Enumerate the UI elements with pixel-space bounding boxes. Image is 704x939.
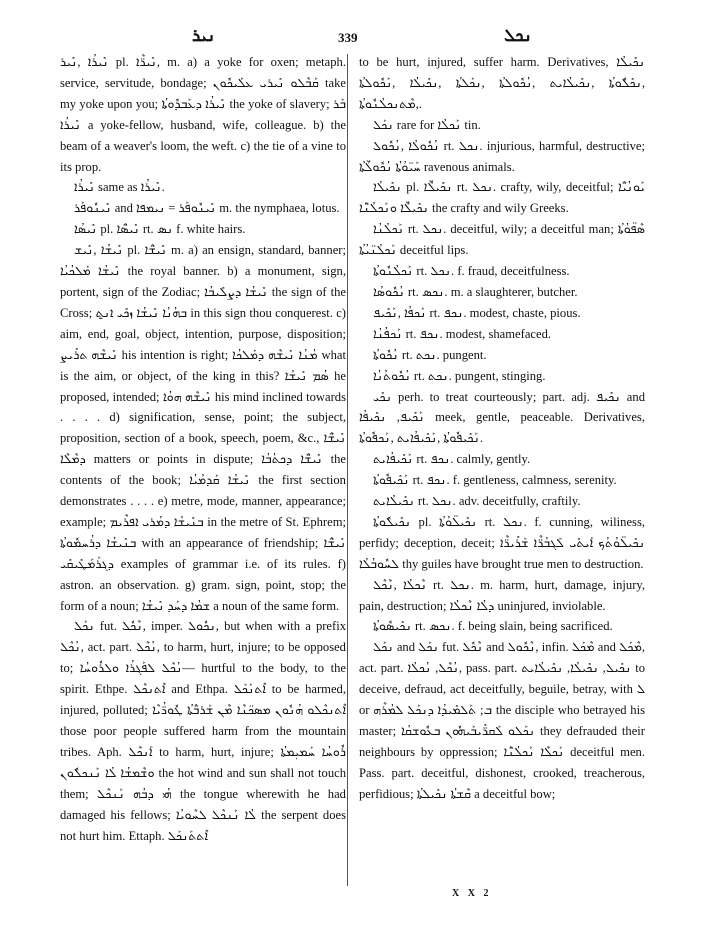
left-column [60, 52, 346, 846]
dictionary-entry: ܢܰܟܦܳܐ ,ܢܰܟܺܝܦ rt. ܢܟܦ. modest, chaste, pious. [373, 305, 581, 320]
left-running-headword: ܢܝܪ [192, 26, 216, 45]
dictionary-entry: ܢܺܝܪܳܐ ,ܢܺܝܪ pl. ܢܺܝܪ̈ܶܐ, m. a) a yoke for oxen; metaph. service, servitude, bondage; ܩܰܒܶܠܘ ܢܺܝܪܝ ܥܠܰܝܟܽܘܢ take my yoke upon you; ܢܺܝܪܳܐ ܕܥܰܒܕܽܘܬܳܐ the yoke of slavery; ܒܰܪ ܢܺܝܪܳܐ a yoke-fellow, husband, wife, colleague. b) the beam of a weaver's loom, the weft. c) the tie of a vine to its prop. [60, 55, 347, 174]
dictionary-entry: ܢܟܰܠ rare for ܢܰܟܠܳܐ tin. [373, 117, 481, 132]
dictionary-entry: ܢܟܺܝܣܽܘܬܳܐ rt. ܢܟܣ. f. being slain, being sacrificed. [373, 619, 613, 634]
dictionary-entry: ܢܳܟܽܘܬܳܐ rt. ܢܟܬ. pungent. [373, 347, 487, 362]
dictionary-entry: ܢܺܝܢܽܘܦܰܪ and ܢܺܝܢܽܘܦܰܪ = ܢܝܡܦܐ m. the nymphaea, lotus. [74, 201, 340, 216]
dictionary-entry: ܢܟܰܠ fut. ܢܶܟܽܠ, imper. ܢܟܽܘܠ, but when with a prefix ܢܳܟܶܠ, act. part. ܢܳܟܶܠ, to harm, hurt, injure; to be opposed to; ܢܳܟܶܠ ܠܦܰܓܪܳܐ ܘܠܪܽܘܚܳܐ— hurtful to the body, to the spirit. Ethpe. ܐܶܬܢܟܶܠ and Ethpa. ܐܶܬܢܰܟܰܠ to be harmed, injured, polluted; ܐܶܬܢܟܶܠܘ ܗܳܢܽܘܢ ܡܣܟ̈ܢܶܐ ܡܶܢ ܫܰܪܒ̈ܳܬܳܐ ܛܽܘܪ̈ܳܝܶܐ those poor people suffered harm from the mountain tribes. Aph. ܐܰܢܟܶܠ to harm, hurt, injure; ܪܽܘܚܳܐ ܚܰܡܝܼܡܬܳܐ ܘܫܶܡܫܳܐ ܠܳܐ ܢܰܢܟܠܽܘܢ the hot wind and sun shall not touch them; ܗܳܝ ܕܒܳܗ ܢܰܢܟܶܠ the tongue wherewith he had damaged his fellows; ܠܳܐ ܢܰܢܟܶܠ ܠܚܶܘܝܳܐ the serpent does not hurt him. Ettaph. ܐܶܬܬܰܢܟܰܠ [60, 619, 347, 843]
dictionary-entry: ܢܟܰܠ and ܢܟܰܠ fut. ܢܶܟܽܠ and ܢܶܟܽܘܠ, infin. ܡܶܟܰܠ and ܡܶܟܰܠ, act. part. ܢܳܟܶܠ, ܢܳܟܠܳܐ, pass. part. ܢܟܺܝܠ, ܢܟܺܝܠܳܐ, ܢܟܺܝܠܳܐܝܬ to deceive, defraud, act deceitfully, beguile, betray, with ܠ or ܒ; ܬܰܠܡܺܝܕܳܐ ܕܢܟܰܠ ܠܡܳܪܶܗ the disciple who betrayed his master; ܢܟܰܠܘ ܠܰܩܪ̈ܺܝܒܰܝܗܽܘܢ ܒܥܽܘܫܩܳܐ they defrauded their neighbours by oppression; ܢܰܟܠܶܐ ܢܰܟܠܳܢ̈ܶܐ deceitful men. Pass. part. deceitful, dishonest, crooked, treacherous, perfidious; ܩܶܫܬܳܐ ܢܟܺܝܠܬܳܐ a deceitful bow; [359, 640, 646, 801]
right-column [359, 52, 645, 805]
dictionary-entry: ܢܺܝܪܳܐ same as ܢܺܝܪܳܐ. [74, 180, 165, 195]
dictionary-entry: ܢܳܟܽܘܣܳܐ rt. ܢܟܣ. m. a slaughterer, butcher. [373, 284, 578, 299]
dictionary-entry: ܢܰܟܺܝܦܽܘܬܳܐ rt. ܢܟܦ. f. gentleness, calmness, serenity. [373, 473, 617, 488]
dictionary-entry: ܢܰܟܺܝܦܳܐܝܬ rt. ܢܟܦ. calmly, gently. [373, 452, 531, 467]
right-running-headword: ܢܟܠ [504, 26, 532, 45]
dictionary-entry: ܢܟܺܝܠܳܐܝܬ rt. ܢܟܠ. adv. deceitfully, craftily. [373, 494, 581, 509]
dictionary-entry: ܢܟܺܝܠܽܘܬܳܐ pl. ܢܟܺܝܠ̈ܘܳܬܳܐ rt. ܢܟܠ. f. cunning, wiliness, perfidy; deception, deceit; ܢܟܺܝܠ̈ܘܳܬܳܟ ܐܰܝܬܺܝ ܠܰܓܒܳܪ̈ܶܐ ܫܰܪܺܝܪ̈ܶܐ ܠܚܽܘܒܳܠܳܐ thy guiles have brought true men to destruction. [359, 514, 645, 571]
dictionary-entry: ܢܺܝܫܳܐ ,ܢܺܝܫ pl. ܢܺܝܫ̈ܶܐ m. a) an ensign, standard, banner; ܢܺܝܫܳܐ ܡܰܠܟܳܝܳܐ the royal banner. b) a monument, sign, portent, sign of the Zodiac; ܢܺܝܫܳܐ ܕܨܠܺܝܒܳܐ the sign of the Cross; ܒܗܳܢܳܐ ܢܺܝܫܳܐ ܙܟܺܝ ܐܢ̱ܬ in this sign thou conquerest. c) aim, end, goal, object, intention, purpose, disposition; ܢܺܝܫܶܗ ܬܪܺܝܨ his intention is right; ܡܳܢܳܐ ܢܺܝܫܶܗ ܕܡܰܠܟܳܐ what is the aim, or object, of the king in this? ܣܳܡ ܢܺܝܫܳܐ he proposed, intended; ܢܺܝܫܶܗ ܗܘܳܐ his mind inclined towards . . . . d) signification, sense, point; the subject, proposition, section of a book, speech, poem, &c., ܢܺܝܫ̈ܶܐ ܕܡܶܠܶܐ matters or points in dispute; ܢܺܝܫ̈ܶܐ ܕܟܬܳܒܳܐ the contents of the book; ܢܺܝܫܳܐ ܩܰܕܡܳܝܳܐ the first section demonstrates . . . . e) metre, mode, manner, appearance; example; ܒܢܺܝܫܳܐ ܕܡܳܪܝ ܐܦܪܶܝܡ in the metre of St. Ephrem; ܒܢܺܝܫܳܐ ܕܪܳܚܡܽܘܬܳܐ with an appearance of friendship; ܢܺܝܫ̈ܶܐ ܕܓܪܰܡܰܛܺܝܩܺܝ examples of grammar i.e. of its rules. f) astron. an observation. g) gram. sign, point, stop; the form of a noun; ܫܡܳܐ ܕܚܰܕ ܢܺܝܫܳܐ a noun of the same form. [60, 243, 347, 613]
page-number: 339 [338, 30, 358, 45]
dictionary-entry: ܢܺܝܣܳܐ pl. ܢܺܝܣ̈ܶܐ rt. ܢܣ f. white hairs. [74, 222, 246, 237]
signature-mark: X X 2 [452, 888, 492, 899]
dictionary-entry: ܢܳܟܽܘܠܳܐ ,ܢܳܟܽܘܠ rt. ܢܟܠ. injurious, harmful, destructive; ܚܰܝ̈ܘܳܬܳܐ ܢܳܟܽܘܠ̈ܳܬܳܐ ravenous animals. [359, 138, 645, 174]
dictionary-entry: ܢܶܟܠܳܐ ,ܢܶܟܶܠ rt. ܢܟܠ. m. harm, hurt, damage, injury, pain, destruction; ܕܠܳܐ ܢܶܟܠܳܐ uninjured, inviolable. [359, 577, 646, 613]
dictionary-entry: ܢܰܟܠܳܢܽܘܬܳܐ rt. ܢܟܠ. f. fraud, deceitfulness. [373, 264, 570, 279]
dictionary-entry: ܢܰܟܦܳܢܳܐ rt. ܢܟܦ. modest, shamefaced. [373, 326, 552, 341]
dictionary-entry: ܢܟܺܝ perh. to treat courteously; part. adj. ܢܟܺܝܦ and ܢܰܟܺܝܦ, ܢܟܺܝܦܳܐ meek, gentle, peaceable. Derivatives, ܢܰܟܺܝܦܽܘܬܳܐ ,ܢܰܟܺܝܦܳܐܝܬ ,ܢܰܟܦܽܘܬܳܐ. [359, 389, 645, 446]
dictionary-entry: ܢܟܺܝܠܳܐ pl. ܢܟܺܝܠ̈ܶܐ rt. ܢܟܠ. crafty, wily, deceitful; ܝܰܘܢܳܝ̈ܶܐ ܢܟܺܝܠ̈ܶܐ ܘܢܰܟܠܳܢ̈ܶܐ the crafty and wily Greeks. [359, 180, 645, 216]
dictionary-entry: to be hurt, injured, suffer harm. Derivatives, ܢܟܺܝܠܳܐ ,ܢܟܺܠܽܘܬܳܐ ,ܢܟܺܝܠܳܐܝܬ ,ܢܳܟܽܘܠܬܳܐ ,ܢܟܰܠܬܳܐ ,ܢܟܺܝܠܳܐ ,ܢܰܟܽܘܠܬܳܐ ,ܡܶܬܢܟܠܳܢܽܘܬܳܐ. [359, 55, 645, 111]
column-divider [347, 54, 348, 886]
page-header [60, 26, 650, 48]
dictionary-entry: ܢܳܟܽܘܬܳܢܳܐ rt. ܢܟܬ. pungent, stinging. [373, 368, 546, 383]
dictionary-entry: ܢܰܟܠܳܢܳܐ rt. ܢܟܠ. deceitful, wily; a deceitful man; ܣܶܦ̈ܘܳܬܳܐ ܢܰܟܠܳܢ̈ܝܳܬܳܐ deceitful lips. [359, 222, 645, 258]
